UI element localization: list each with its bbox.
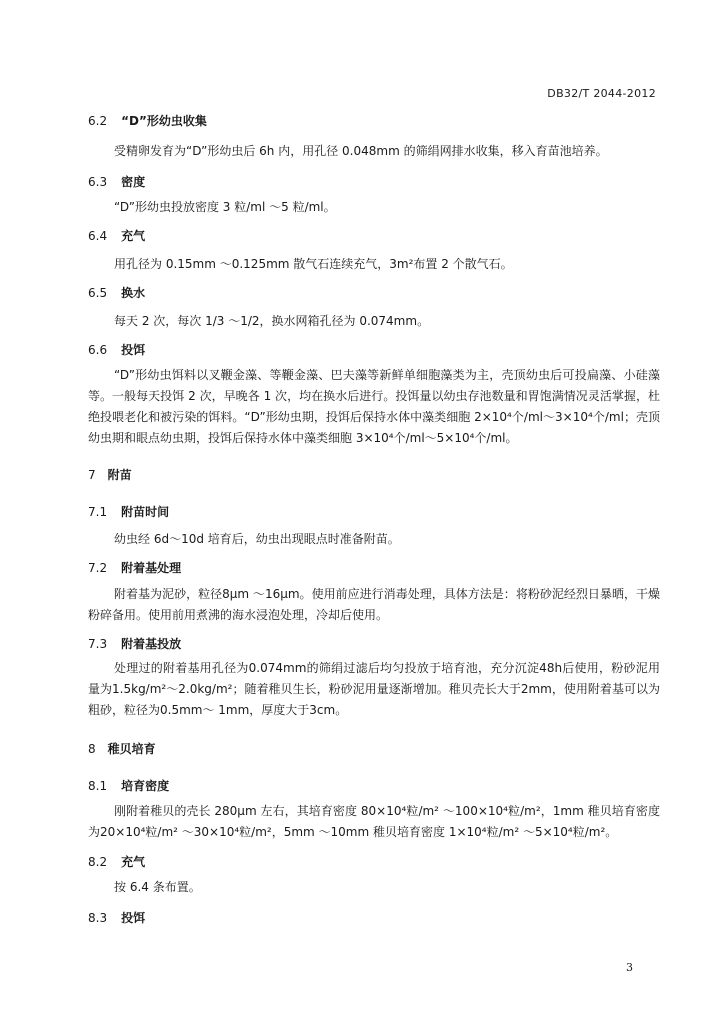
section-heading-7-3 <box>88 635 181 652</box>
section-number: 7.2 <box>88 561 108 575</box>
section-heading-7-2 <box>88 559 181 576</box>
section-title: 投饵 <box>121 343 146 357</box>
section-heading-6-4 <box>88 227 145 244</box>
section-number: 6.4 <box>88 229 108 243</box>
section-title: 充气 <box>121 855 146 869</box>
paragraph: 处理过的附着基用孔径为0.074mm的筛绢过滤后均匀投放于培育池，充分沉淀48h后使用，粉砂泥用量为1.5kg/m²～2.0kg/m²；随着稚贝生长，粉砂泥用量逐渐增加。稚贝壳长大于2mm，使用附着基可以为粗砂，粒径为0.5mm～ 1mm，厚度大于3cm。 <box>88 661 660 717</box>
section-title: “D”形幼虫收集 <box>121 114 207 128</box>
section-number: 6.2 <box>88 114 108 128</box>
section-heading-8 <box>88 740 156 757</box>
section-title: 充气 <box>121 229 146 243</box>
paragraph: 刚附着稚贝的壳长 280μm 左右，其培育密度 80×10⁴粒/m² ～100×10⁴粒/m²，1mm 稚贝培育密度为20×10⁴粒/m² ～30×10⁴粒/m²，5mm ～10mm 稚贝培育密度 1×10⁴粒/m² ～5×10⁴粒/m²。 <box>88 804 660 839</box>
section-title: 附着基处理 <box>121 561 182 575</box>
paragraph: 按 6.4 条布置。 <box>114 880 201 894</box>
section-number: 6.3 <box>88 175 108 189</box>
section-number: 8.3 <box>88 911 108 925</box>
section-number: 6.6 <box>88 343 108 357</box>
section-heading-8-2 <box>88 853 145 870</box>
section-title: 稚贝培育 <box>107 742 156 756</box>
section-title: 附着基投放 <box>121 637 182 651</box>
section-title: 投饵 <box>121 911 146 925</box>
paragraph: 幼虫经 6d～10d 培育后，幼虫出现眼点时准备附苗。 <box>114 532 400 546</box>
section-number: 8.2 <box>88 855 108 869</box>
section-number: 6.5 <box>88 286 108 300</box>
section-number: 8 <box>88 742 96 756</box>
section-heading-6-2 <box>88 112 207 129</box>
section-heading-6-3 <box>88 173 145 190</box>
paragraph: 用孔径为 0.15mm ～0.125mm 散气石连续充气，3m²布置 2 个散气石。 <box>114 257 513 271</box>
section-title: 密度 <box>121 175 146 189</box>
page-number: 3 <box>626 961 633 974</box>
section-title: 附苗时间 <box>121 505 170 519</box>
paragraph: “D”形幼虫投放密度 3 粒/ml ～5 粒/ml。 <box>114 200 336 214</box>
paragraph: 每天 2 次，每次 1/3 ～1/2，换水网箱孔径为 0.074mm。 <box>114 314 430 328</box>
paragraph: 受精卵发育为“D”形幼虫后 6h 内，用孔径 0.048mm 的筛绢网排水收集，移入育苗池培养。 <box>114 144 608 158</box>
document-code-header: DB32/T 2044-2012 <box>547 87 656 100</box>
paragraph: 附着基为泥砂，粒径8μm ～16μm。使用前应进行消毒处理，具体方法是：将粉砂泥经烈日暴晒，干燥粉碎备用。使用前用煮沸的海水浸泡处理，冷却后使用。 <box>88 587 660 622</box>
section-number: 7 <box>88 468 96 482</box>
section-number: 8.1 <box>88 779 108 793</box>
section-heading-6-5 <box>88 284 145 301</box>
section-heading-7 <box>88 466 132 483</box>
section-title: 培育密度 <box>121 779 170 793</box>
section-heading-8-3 <box>88 909 145 926</box>
section-heading-6-6 <box>88 341 145 358</box>
paragraph: “D”形幼虫饵料以叉鞭金藻、等鞭金藻、巴夫藻等新鲜单细胞藻类为主，壳顶幼虫后可投扁藻、小硅藻等。一般每天投饵 2 次，早晚各 1 次，均在换水后进行。投饵量以幼虫存池数量和胃饱满情况灵活掌握，杜绝投喂老化和被污染的饵料。“D”形幼虫期，投饵后保持水体中藻类细胞 2×10⁴个/ml～3×10⁴个/ml；壳顶幼虫期和眼点幼虫期，投饵后保持水体中藻类细胞 3×10⁴个/ml～5×10⁴个/ml。 <box>88 368 660 445</box>
section-number: 7.1 <box>88 505 108 519</box>
section-title: 附苗 <box>107 468 132 482</box>
section-heading-7-1 <box>88 503 169 520</box>
section-heading-8-1 <box>88 777 169 794</box>
section-number: 7.3 <box>88 637 108 651</box>
section-title: 换水 <box>121 286 146 300</box>
